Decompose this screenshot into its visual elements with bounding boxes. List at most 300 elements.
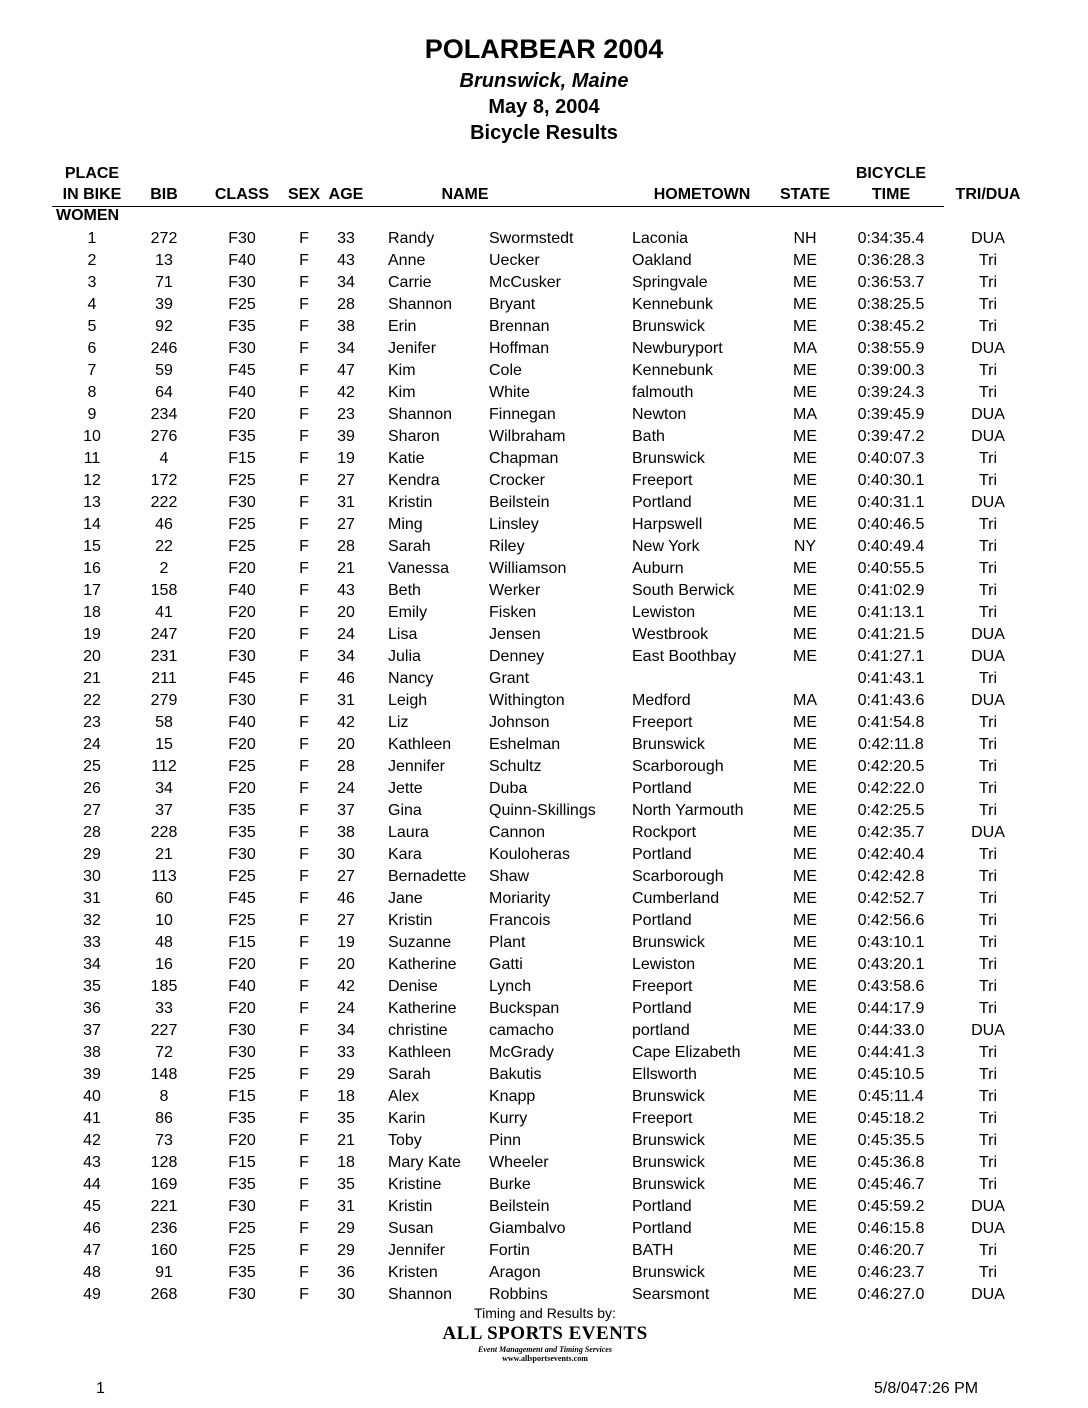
- cell-age: 21: [337, 560, 355, 577]
- cell-bib: 91: [155, 1264, 173, 1281]
- cell-class: F20: [228, 1132, 256, 1149]
- cell-first-name: Katie: [388, 450, 425, 467]
- cell-class: F35: [228, 1110, 256, 1127]
- cell-hometown: North Yarmouth: [632, 802, 744, 819]
- cell-hometown: falmouth: [632, 384, 694, 401]
- cell-bicycle-time: 0:34:35.4: [857, 230, 925, 247]
- cell-last-name: Kurry: [489, 1110, 528, 1127]
- cell-tri-dua: Tri: [978, 802, 998, 819]
- cell-sex: F: [299, 736, 309, 753]
- cell-tri-dua: Tri: [978, 384, 998, 401]
- cell-sex: F: [299, 912, 309, 929]
- cell-bib: 34: [155, 780, 173, 797]
- cell-age: 29: [337, 1220, 355, 1237]
- cell-bicycle-time: 0:42:52.7: [857, 890, 925, 907]
- cell-first-name: Jenifer: [388, 340, 437, 357]
- logo-url: www.allsportsevents.com: [502, 1354, 588, 1363]
- cell-sex: F: [299, 1110, 309, 1127]
- cell-state: ME: [793, 736, 817, 753]
- cell-place: 17: [83, 582, 101, 599]
- cell-last-name: Hoffman: [489, 340, 550, 357]
- cell-sex: F: [299, 296, 309, 313]
- cell-state: ME: [793, 846, 817, 863]
- table-row: [0, 1174, 1088, 1196]
- cell-sex: F: [299, 626, 309, 643]
- cell-hometown: Springvale: [632, 274, 708, 291]
- cell-bicycle-time: 0:42:22.0: [857, 780, 925, 797]
- cell-first-name: Susan: [388, 1220, 434, 1237]
- cell-state: ME: [793, 1066, 817, 1083]
- cell-last-name: Wheeler: [489, 1154, 549, 1171]
- cell-place: 32: [83, 912, 101, 929]
- cell-bicycle-time: 0:46:15.8: [857, 1220, 925, 1237]
- cell-state: ME: [793, 1088, 817, 1105]
- cell-bib: 13: [155, 252, 173, 269]
- cell-class: F30: [228, 340, 256, 357]
- cell-bib: 227: [150, 1022, 178, 1039]
- cell-state: ME: [793, 252, 817, 269]
- cell-age: 37: [337, 802, 355, 819]
- cell-tri-dua: Tri: [978, 1088, 998, 1105]
- cell-sex: F: [299, 802, 309, 819]
- cell-place: 13: [83, 494, 101, 511]
- cell-bicycle-time: 0:39:24.3: [857, 384, 925, 401]
- cell-last-name: Brennan: [489, 318, 550, 335]
- cell-age: 36: [337, 1264, 355, 1281]
- cell-class: F35: [228, 428, 256, 445]
- cell-age: 18: [337, 1088, 355, 1105]
- cell-first-name: Bernadette: [388, 868, 467, 885]
- cell-bib: 39: [155, 296, 173, 313]
- cell-first-name: Erin: [388, 318, 417, 335]
- cell-place: 12: [83, 472, 101, 489]
- cell-state: ME: [793, 956, 817, 973]
- cell-last-name: Wilbraham: [489, 428, 566, 445]
- cell-place: 47: [83, 1242, 101, 1259]
- cell-place: 22: [83, 692, 101, 709]
- cell-state: ME: [793, 1198, 817, 1215]
- cell-last-name: Giambalvo: [489, 1220, 566, 1237]
- table-row: [0, 272, 1088, 294]
- cell-class: F20: [228, 780, 256, 797]
- cell-class: F40: [228, 714, 256, 731]
- table-row: [0, 514, 1088, 536]
- table-row: [0, 360, 1088, 382]
- cell-age: 35: [337, 1176, 355, 1193]
- cell-class: F30: [228, 648, 256, 665]
- cell-first-name: Kristin: [388, 912, 433, 929]
- cell-age: 34: [337, 648, 355, 665]
- table-row: [0, 624, 1088, 646]
- cell-last-name: Denney: [489, 648, 545, 665]
- cell-sex: F: [299, 1176, 309, 1193]
- cell-class: F35: [228, 824, 256, 841]
- cell-sex: F: [299, 1000, 309, 1017]
- cell-sex: F: [299, 890, 309, 907]
- cell-tri-dua: DUA: [971, 626, 1005, 643]
- cell-bib: 8: [159, 1088, 169, 1105]
- cell-hometown: Brunswick: [632, 1154, 705, 1171]
- cell-hometown: Freeport: [632, 978, 693, 995]
- cell-place: 41: [83, 1110, 101, 1127]
- cell-age: 21: [337, 1132, 355, 1149]
- cell-first-name: Kendra: [388, 472, 440, 489]
- cell-class: F45: [228, 890, 256, 907]
- cell-age: 43: [337, 582, 355, 599]
- cell-sex: F: [299, 780, 309, 797]
- table-row: [0, 910, 1088, 932]
- cell-age: 27: [337, 868, 355, 885]
- cell-age: 28: [337, 296, 355, 313]
- cell-bib: 33: [155, 1000, 173, 1017]
- cell-sex: F: [299, 472, 309, 489]
- cell-first-name: Kim: [388, 384, 416, 401]
- cell-last-name: Aragon: [489, 1264, 541, 1281]
- cell-hometown: Harpswell: [632, 516, 703, 533]
- cell-sex: F: [299, 1264, 309, 1281]
- table-row: [0, 1262, 1088, 1284]
- cell-tri-dua: Tri: [978, 560, 998, 577]
- cell-class: F15: [228, 1154, 256, 1171]
- cell-hometown: East Boothbay: [632, 648, 737, 665]
- cell-tri-dua: Tri: [978, 1066, 998, 1083]
- cell-class: F25: [228, 868, 256, 885]
- cell-bicycle-time: 0:41:02.9: [857, 582, 925, 599]
- cell-last-name: Bryant: [489, 296, 536, 313]
- cell-last-name: Robbins: [489, 1286, 548, 1303]
- col-header-class: CLASS: [214, 186, 270, 203]
- cell-class: F35: [228, 1176, 256, 1193]
- cell-first-name: Katherine: [388, 956, 457, 973]
- cell-state: ME: [793, 912, 817, 929]
- cell-sex: F: [299, 604, 309, 621]
- cell-class: F20: [228, 1000, 256, 1017]
- cell-class: F25: [228, 296, 256, 313]
- cell-class: F15: [228, 450, 256, 467]
- col-header-place: [52, 163, 132, 205]
- cell-first-name: Anne: [388, 252, 426, 269]
- cell-state: ME: [793, 1176, 817, 1193]
- cell-state: ME: [793, 1000, 817, 1017]
- table-row: [0, 756, 1088, 778]
- cell-bicycle-time: 0:45:18.2: [857, 1110, 925, 1127]
- cell-first-name: Toby: [388, 1132, 422, 1149]
- cell-hometown: Brunswick: [632, 934, 705, 951]
- cell-last-name: Werker: [489, 582, 541, 599]
- cell-first-name: christine: [388, 1022, 448, 1039]
- cell-first-name: Lisa: [388, 626, 418, 643]
- cell-hometown: Cumberland: [632, 890, 720, 907]
- cell-bib: 41: [155, 604, 173, 621]
- cell-hometown: Lewiston: [632, 604, 696, 621]
- cell-sex: F: [299, 956, 309, 973]
- cell-bicycle-time: 0:40:46.5: [857, 516, 925, 533]
- cell-bib: 234: [150, 406, 178, 423]
- cell-last-name: Shaw: [489, 868, 530, 885]
- cell-tri-dua: Tri: [978, 956, 998, 973]
- cell-bib: 72: [155, 1044, 173, 1061]
- cell-class: F30: [228, 1044, 256, 1061]
- page-number: 1: [96, 1380, 105, 1397]
- cell-age: 19: [337, 934, 355, 951]
- cell-last-name: Pinn: [489, 1132, 522, 1149]
- cell-sex: F: [299, 450, 309, 467]
- cell-place: 9: [87, 406, 97, 423]
- cell-class: F30: [228, 846, 256, 863]
- cell-state: ME: [793, 1286, 817, 1303]
- col-header-bicycle-time: [844, 163, 938, 205]
- table-row: [0, 1130, 1088, 1152]
- cell-age: 35: [337, 1110, 355, 1127]
- cell-state: ME: [793, 384, 817, 401]
- cell-bib: 59: [155, 362, 173, 379]
- section-label-women: WOMEN: [56, 207, 120, 224]
- cell-age: 34: [337, 340, 355, 357]
- cell-bib: 211: [151, 670, 177, 687]
- cell-first-name: Jennifer: [388, 758, 445, 775]
- cell-bicycle-time: 0:40:07.3: [857, 450, 925, 467]
- cell-sex: F: [299, 1286, 309, 1303]
- cell-tri-dua: Tri: [978, 582, 998, 599]
- cell-last-name: White: [489, 384, 530, 401]
- cell-bicycle-time: 0:39:45.9: [857, 406, 925, 423]
- cell-class: F30: [228, 692, 256, 709]
- cell-hometown: Laconia: [632, 230, 689, 247]
- cell-tri-dua: Tri: [978, 1264, 998, 1281]
- cell-age: 24: [337, 626, 355, 643]
- table-row: [0, 690, 1088, 712]
- cell-age: 43: [337, 252, 355, 269]
- cell-last-name: Plant: [489, 934, 526, 951]
- cell-class: F30: [228, 1286, 256, 1303]
- cell-bib: 169: [150, 1176, 178, 1193]
- cell-bicycle-time: 0:40:49.4: [857, 538, 925, 555]
- cell-first-name: Emily: [388, 604, 428, 621]
- cell-hometown: Westbrook: [632, 626, 709, 643]
- cell-place: 33: [83, 934, 101, 951]
- cell-last-name: Johnson: [489, 714, 550, 731]
- cell-state: MA: [793, 406, 817, 423]
- cell-first-name: Sarah: [388, 1066, 431, 1083]
- cell-sex: F: [299, 252, 309, 269]
- cell-last-name: Fortin: [489, 1242, 530, 1259]
- cell-bicycle-time: 0:38:55.9: [857, 340, 925, 357]
- cell-bicycle-time: 0:42:56.6: [857, 912, 925, 929]
- cell-class: F40: [228, 384, 256, 401]
- cell-bicycle-time: 0:36:53.7: [857, 274, 925, 291]
- cell-bib: 185: [150, 978, 178, 995]
- table-row: [0, 800, 1088, 822]
- cell-age: 42: [337, 384, 355, 401]
- cell-state: ME: [793, 1242, 817, 1259]
- cell-first-name: Shannon: [388, 406, 453, 423]
- cell-first-name: Nancy: [388, 670, 434, 687]
- cell-state: NY: [793, 538, 817, 555]
- cell-state: MA: [793, 692, 817, 709]
- cell-bib: 22: [155, 538, 173, 555]
- cell-bicycle-time: 0:38:25.5: [857, 296, 925, 313]
- cell-first-name: Beth: [388, 582, 421, 599]
- cell-bicycle-time: 0:41:13.1: [857, 604, 925, 621]
- cell-place: 34: [83, 956, 101, 973]
- cell-last-name: Linsley: [489, 516, 539, 533]
- cell-bicycle-time: 0:42:20.5: [857, 758, 925, 775]
- cell-hometown: Freeport: [632, 472, 693, 489]
- cell-sex: F: [299, 1154, 309, 1171]
- cell-class: F30: [228, 1198, 256, 1215]
- cell-hometown: Brunswick: [632, 1176, 705, 1193]
- cell-first-name: Shannon: [388, 296, 453, 313]
- cell-sex: F: [299, 318, 309, 335]
- cell-state: ME: [793, 626, 817, 643]
- table-row: [0, 338, 1088, 360]
- cell-hometown: Portland: [632, 1198, 692, 1215]
- cell-tri-dua: Tri: [978, 1110, 998, 1127]
- cell-first-name: Jette: [388, 780, 423, 797]
- cell-state: ME: [793, 516, 817, 533]
- cell-age: 30: [337, 1286, 355, 1303]
- cell-sex: F: [299, 516, 309, 533]
- cell-tri-dua: Tri: [978, 736, 998, 753]
- cell-tri-dua: Tri: [978, 868, 998, 885]
- cell-hometown: Auburn: [632, 560, 684, 577]
- cell-class: F35: [228, 802, 256, 819]
- cell-place: 18: [83, 604, 101, 621]
- cell-first-name: Denise: [388, 978, 438, 995]
- cell-last-name: Grant: [489, 670, 530, 687]
- cell-sex: F: [299, 230, 309, 247]
- cell-tri-dua: Tri: [978, 296, 998, 313]
- cell-sex: F: [299, 648, 309, 665]
- cell-first-name: Kristin: [388, 1198, 433, 1215]
- cell-bicycle-time: 0:44:41.3: [857, 1044, 925, 1061]
- cell-first-name: Randy: [388, 230, 435, 247]
- cell-last-name: McCusker: [489, 274, 562, 291]
- cell-first-name: Suzanne: [388, 934, 452, 951]
- cell-age: 46: [337, 670, 355, 687]
- cell-state: ME: [793, 472, 817, 489]
- cell-place: 29: [83, 846, 101, 863]
- cell-place: 26: [83, 780, 101, 797]
- page-title: POLARBEAR 2004: [424, 34, 664, 64]
- cell-age: 20: [337, 736, 355, 753]
- cell-age: 47: [337, 362, 355, 379]
- table-row: [0, 580, 1088, 602]
- cell-state: ME: [793, 1044, 817, 1061]
- cell-hometown: Brunswick: [632, 1088, 705, 1105]
- cell-bib: 64: [155, 384, 173, 401]
- cell-first-name: Kristen: [388, 1264, 438, 1281]
- cell-state: ME: [793, 714, 817, 731]
- cell-hometown: Portland: [632, 912, 692, 929]
- cell-state: ME: [793, 494, 817, 511]
- cell-place: 4: [87, 296, 97, 313]
- cell-first-name: Leigh: [388, 692, 428, 709]
- cell-tri-dua: Tri: [978, 252, 998, 269]
- cell-tri-dua: Tri: [978, 978, 998, 995]
- cell-age: 34: [337, 274, 355, 291]
- cell-bicycle-time: 0:45:10.5: [857, 1066, 925, 1083]
- table-row: [0, 668, 1088, 690]
- cell-sex: F: [299, 274, 309, 291]
- event-location: Brunswick, Maine: [459, 70, 629, 92]
- cell-sex: F: [299, 1044, 309, 1061]
- cell-first-name: Julia: [388, 648, 421, 665]
- cell-tri-dua: DUA: [971, 1286, 1005, 1303]
- table-row: [0, 844, 1088, 866]
- cell-sex: F: [299, 494, 309, 511]
- cell-bib: 92: [155, 318, 173, 335]
- cell-class: F20: [228, 560, 256, 577]
- cell-place: 1: [87, 230, 97, 247]
- col-header-time-line1: BICYCLE: [855, 165, 927, 182]
- cell-first-name: Kristine: [388, 1176, 442, 1193]
- col-header-time-line2: TIME: [871, 186, 911, 203]
- cell-bicycle-time: 0:45:35.5: [857, 1132, 925, 1149]
- cell-state: ME: [793, 274, 817, 291]
- cell-last-name: McGrady: [489, 1044, 554, 1061]
- cell-first-name: Sarah: [388, 538, 431, 555]
- table-row: [0, 250, 1088, 272]
- cell-class: F15: [228, 1088, 256, 1105]
- cell-hometown: Brunswick: [632, 318, 705, 335]
- cell-class: F25: [228, 538, 256, 555]
- cell-last-name: Knapp: [489, 1088, 536, 1105]
- cell-bib: 112: [151, 758, 177, 775]
- cell-bicycle-time: 0:43:58.6: [857, 978, 925, 995]
- cell-sex: F: [299, 978, 309, 995]
- cell-last-name: Beilstein: [489, 494, 550, 511]
- cell-state: ME: [793, 934, 817, 951]
- cell-place: 31: [83, 890, 101, 907]
- cell-class: F40: [228, 252, 256, 269]
- cell-first-name: Alex: [388, 1088, 420, 1105]
- table-row: [0, 646, 1088, 668]
- cell-sex: F: [299, 1220, 309, 1237]
- cell-bicycle-time: 0:38:45.2: [857, 318, 925, 335]
- cell-age: 24: [337, 1000, 355, 1017]
- cell-place: 35: [83, 978, 101, 995]
- cell-last-name: Quinn-Skillings: [489, 802, 596, 819]
- cell-last-name: Williamson: [489, 560, 567, 577]
- cell-hometown: Rockport: [632, 824, 697, 841]
- cell-last-name: Cole: [489, 362, 522, 379]
- cell-class: F25: [228, 1220, 256, 1237]
- cell-bicycle-time: 0:42:11.8: [858, 736, 924, 753]
- cell-state: ME: [793, 604, 817, 621]
- cell-sex: F: [299, 1066, 309, 1083]
- cell-bicycle-time: 0:42:25.5: [857, 802, 925, 819]
- cell-age: 27: [337, 516, 355, 533]
- cell-last-name: Duba: [489, 780, 528, 797]
- cell-state: ME: [793, 824, 817, 841]
- cell-tri-dua: Tri: [978, 362, 998, 379]
- cell-tri-dua: Tri: [978, 1154, 998, 1171]
- cell-state: ME: [793, 1022, 817, 1039]
- cell-hometown: Brunswick: [632, 450, 705, 467]
- cell-last-name: Kouloheras: [489, 846, 570, 863]
- cell-place: 3: [87, 274, 97, 291]
- cell-hometown: Newburyport: [632, 340, 723, 357]
- cell-sex: F: [299, 1132, 309, 1149]
- cell-last-name: Beilstein: [489, 1198, 550, 1215]
- cell-class: F35: [228, 318, 256, 335]
- cell-bib: 37: [155, 802, 173, 819]
- cell-tri-dua: Tri: [978, 1132, 998, 1149]
- cell-tri-dua: DUA: [971, 428, 1005, 445]
- cell-bicycle-time: 0:45:59.2: [857, 1198, 925, 1215]
- table-row: [0, 1042, 1088, 1064]
